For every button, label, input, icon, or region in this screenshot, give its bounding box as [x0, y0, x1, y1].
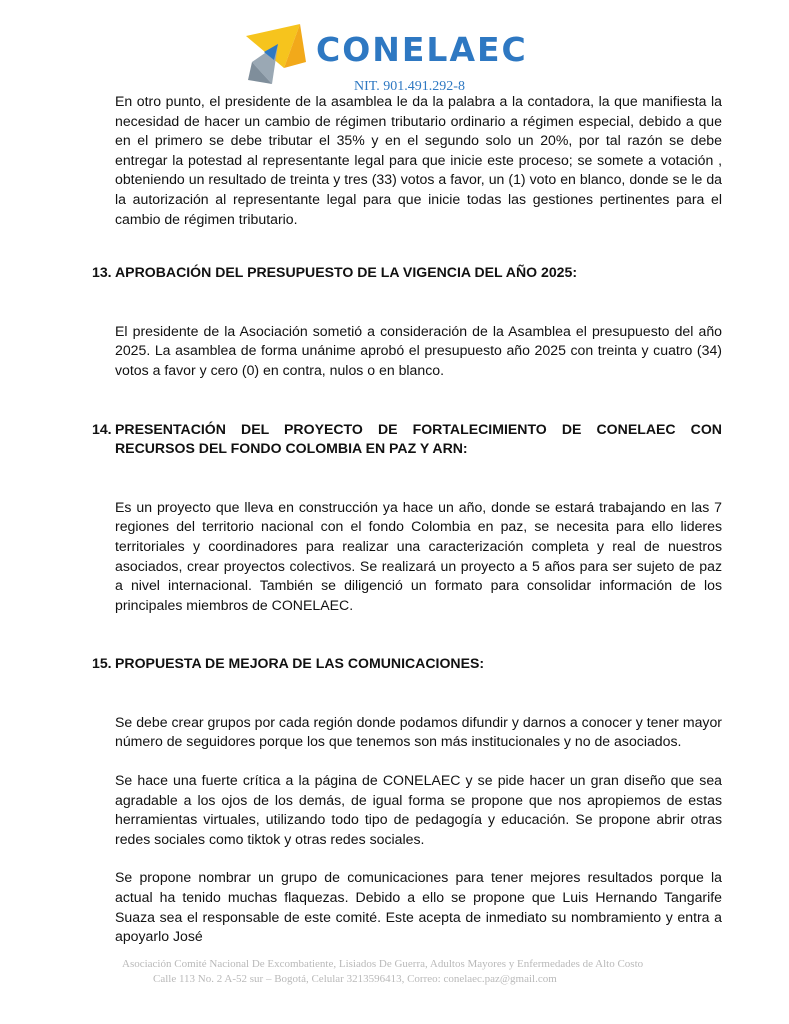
section-15-paragraph-2: Se hace una fuerte crítica a la página de CONELAEC y se pide hacer un gran diseño que sea agradable a los ojos de los demás, de igual forma se propone que nos apropiemos de estas herramientas virtuales, utilizando todo tipo de pedagogía y educación. Se propone abrir otras redes sociales como tiktok y otras redes sociales. — [115, 772, 722, 847]
section-13-number: 13. — [92, 264, 112, 281]
section-14-title: PRESENTACIÓN DEL PROYECTO DE FORTALECIMIENTO DE CONELAEC CON RECURSOS DEL FONDO COLOMBIA EN PAZ Y ARN: — [115, 420, 722, 457]
section-13-heading — [92, 263, 722, 283]
document-header — [0, 0, 789, 96]
section-15-heading — [92, 654, 722, 674]
section-13-title: APROBACIÓN DEL PRESUPUESTO DE LA VIGENCIA DEL AÑO 2025: — [115, 264, 578, 281]
footer-organization: Asociación Comité Nacional De Excombatiente, Lisiados De Guerra, Adultos Mayores y Enfermedades de Alto Costo — [122, 958, 644, 970]
section-15-paragraph-3: Se propone nombrar un grupo de comunicaciones para tener mejores resultados porque la actual ha tenido muchas flaquezas. Debido a ello se propone que Luis Hernando Tangarife Suaza sea el responsable de este comité. Este acepta de inmediato su nombramiento y entra a apoyarlo José — [115, 869, 722, 945]
conelaec-logo-icon — [244, 22, 310, 86]
section-13-paragraph: El presidente de la Asociación sometió a consideración de la Asamblea el presupuesto del año 2025. La asamblea de forma unánime aprobó el presupuesto año 2025 con treinta y cuatro (34) votos a favor y cero (0) en contra, nulos o en blanco. — [115, 322, 722, 378]
document-body — [92, 92, 724, 947]
intro-paragraph: En otro punto, el presidente de la asamblea le da la palabra a la contadora, la que manifiesta la necesidad de hacer un cambio de régimen tributario ordinario a régimen especial, debido a que en el primero se debe tributar el 35% y en el segundo solo un 20%, por tal razón se debe entregar la potestad al representante legal para que inicie este proceso; se somete a votación , obteniendo un resultado de treinta y tres (33) votos a favor, un (1) voto en blanco, donde se le da la autorización al representante legal para que inicie todas las gestiones pertinentes para el cambio de régimen tributario. — [115, 93, 722, 227]
logo-wordmark: CONELAEC — [316, 30, 528, 69]
section-14-paragraph: Es un proyecto que lleva en construcción ya hace un año, donde se estará trabajando en las 7 regiones del territorio nacional con el fondo Colombia en paz, se necesita para ello lideres territoriales y coordinadores para realizar una caracterización completa y real de nuestros asociados, crear proyectos colectivos. Se realizará un proyecto a 5 años para ser sujeto de paz a nivel internacional. También se diligenció un formato para consolidar información de los principales miembros de CONELAEC. — [115, 498, 722, 613]
section-15-number: 15. — [92, 655, 112, 672]
section-15-title: PROPUESTA DE MEJORA DE LAS COMUNICACIONES: — [115, 655, 485, 672]
nit-number: NIT. 901.491.292-8 — [354, 79, 465, 94]
section-14-heading — [92, 420, 722, 459]
footer-contact: Calle 113 No. 2 A-52 sur – Bogotá, Celular 3213596413, Correo: conelaec.paz@gmail.com — [153, 973, 557, 985]
section-15-paragraph-1: Se debe crear grupos por cada región donde podamos difundir y darnos a conocer y tener mayor número de seguidores porque los que tenemos son más institucionales y no de asociados. — [115, 713, 722, 750]
section-14-number: 14. — [92, 420, 112, 437]
